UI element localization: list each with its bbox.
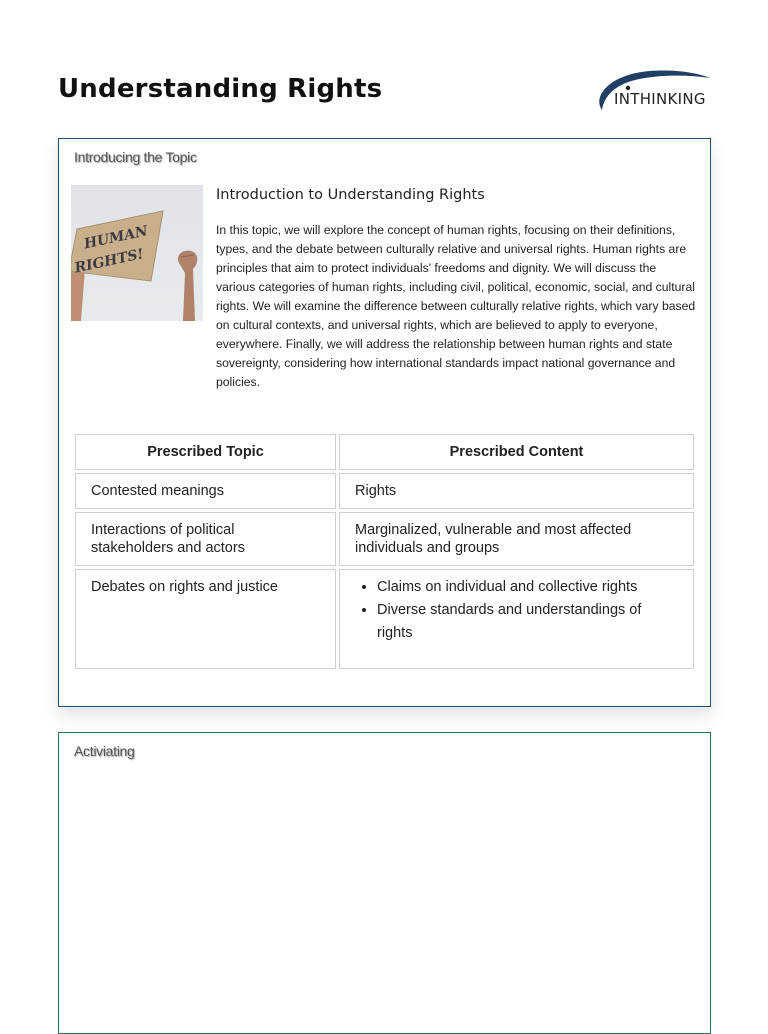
list-item: • Claims on individual and collective rights	[377, 576, 678, 599]
topic-cell: Debates on rights and justice	[75, 569, 336, 669]
topic-cell: Interactions of political stakeholders and actors	[75, 512, 336, 566]
table-row	[75, 569, 694, 669]
logo-text: INTHINKING	[614, 90, 706, 108]
intro-title: Introduction to Understanding Rights	[216, 187, 485, 203]
content-cell: Marginalized, vulnerable and most affected individuals and groups	[339, 512, 694, 566]
protest-sign-photo	[71, 185, 203, 321]
section-label: Introducing the Topic	[74, 149, 197, 165]
table-row	[75, 512, 694, 566]
list-item: • Diverse standards and understandings of rights	[377, 599, 678, 645]
topic-cell: Contested meanings	[75, 473, 336, 509]
prescribed-topics-table	[72, 431, 697, 672]
intro-paragraph: In this topic, we will explore the concept of human rights, focusing on their definitions, types, and the debate between culturally relative and universal rights. Human rights are principles that aim to protect individuals' freedoms and dignity. We will discuss the various categories of human rights, including civil, political, economic, social, and cultural rights. We will examine the difference between culturally relative rights, which vary based on cultural contexts, and universal rights, which are believed to apply to everyone, everywhere. Finally, we will address the relationship between human rights and state sovereignty, considering how international standards impact national governance and policies.	[216, 223, 696, 389]
sign-text-line2: RIGHTS!	[73, 246, 146, 277]
section-label: Activiating	[74, 743, 135, 759]
sign-text-line1: HUMAN	[82, 223, 150, 253]
header-prescribed-topic: Prescribed Topic	[75, 434, 336, 470]
header-prescribed-content: Prescribed Content	[339, 434, 694, 470]
table-row	[75, 473, 694, 509]
activating-section	[58, 732, 711, 1034]
table-header-row	[75, 434, 694, 470]
content-cell: Rights	[339, 473, 694, 509]
intro-section	[58, 138, 711, 707]
inthinking-logo	[590, 66, 712, 114]
page-title: Understanding Rights	[58, 74, 383, 104]
content-list	[355, 576, 678, 645]
content-cell	[339, 569, 694, 669]
